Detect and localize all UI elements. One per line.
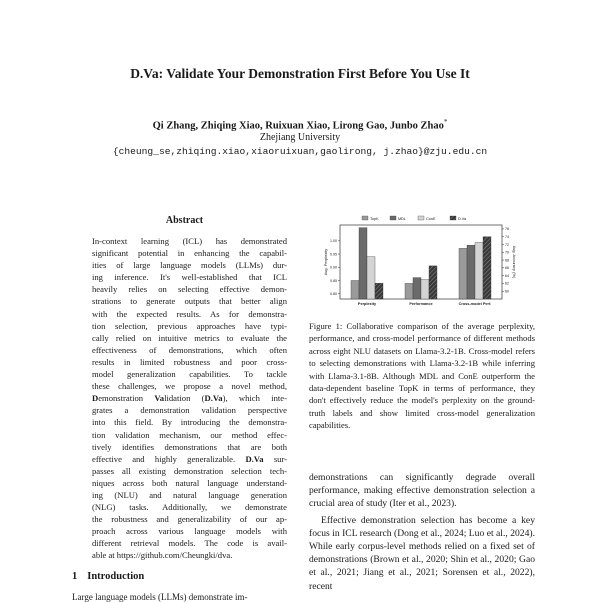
legend-label: TopK bbox=[370, 217, 379, 221]
affiliation: Zhejiang University bbox=[259, 132, 341, 143]
abstract-line: proach across various language models with bbox=[92, 526, 287, 537]
y-axis-label-right: Avg. Accuracy (%) bbox=[512, 245, 517, 279]
abstract-line: ing (NLU) and natural language generation bbox=[92, 489, 287, 500]
bar bbox=[367, 257, 375, 299]
bar bbox=[405, 283, 413, 299]
section-title: Introduction bbox=[87, 571, 145, 582]
right-tick-label: 62 bbox=[505, 281, 509, 286]
abstract-line: (NLG) tasks. Additionally, we demonstrate bbox=[92, 502, 287, 513]
abstract-line: cally relied on intuitive metrics to evaluate the bbox=[92, 332, 287, 343]
bar bbox=[429, 266, 437, 299]
bar bbox=[467, 245, 475, 299]
paper-title: D.Va: Validate Your Demonstration First Before You Use It bbox=[130, 66, 470, 81]
abstract-line: tively identifies demonstrations that are both bbox=[92, 441, 287, 452]
bar bbox=[375, 283, 383, 299]
abstract-line: effectiveness of demonstrations, which often bbox=[92, 344, 287, 355]
bar bbox=[351, 281, 359, 300]
category-label: Cross-model Perf. bbox=[458, 302, 492, 306]
abstract-line: passes all existing demonstration selection tech- bbox=[92, 465, 287, 476]
legend-swatch bbox=[390, 216, 396, 220]
paragraph: demonstrations can significantly degrade overall performance, making effective demonstration selection a crucial area of study (Iter et al., 2023). bbox=[309, 472, 535, 510]
legend-swatch bbox=[450, 216, 456, 220]
figure-caption: Figure 1: Collaborative comparison of the average perplexity, performance, and cross-model performance of different methods across eight NLU datasets on Llama-3.2-1B. Cross-model refers to selecting demonstrations with Llama-3.2-1B while inferring with Llama-3.1-8B. Although MDL and ConE outperform the data-dependent baseline TopK in terms of performance, they don't effectively reduce the model's perplexity on the ground-truth labels and show limited cross-model generalization capabilities. bbox=[309, 321, 535, 431]
bar bbox=[413, 278, 421, 299]
legend-label: MDL bbox=[398, 217, 407, 221]
abstract-line: niques across both natural language understand- bbox=[92, 477, 287, 488]
right-tick-label: 64 bbox=[505, 273, 509, 278]
category-label: Performance bbox=[409, 302, 433, 306]
left-tick-label: 0.95 bbox=[330, 252, 337, 257]
right-tick-label: 72 bbox=[505, 242, 509, 247]
legend-swatch bbox=[418, 216, 424, 220]
category-label: Perplexity bbox=[357, 302, 377, 306]
bar bbox=[459, 248, 467, 299]
author-footnote-mark: * bbox=[443, 118, 448, 126]
paragraph: Effective demonstration selection has become a key focus in ICL research (Dong et al., 2024; Luo et al., 2024). While early corpus-level methods relied on a fixed set of demonstrations (Brown et al., 2020; Shin et al., 2020; Gao et al., 2021; Jiang et al., 2021; Sorensen et al., 2022), recent bbox=[309, 514, 535, 592]
bar bbox=[483, 237, 491, 299]
section-heading bbox=[72, 571, 144, 582]
right-column-text bbox=[309, 471, 535, 593]
abstract-line: tion selection, previous approaches have typi- bbox=[92, 320, 287, 331]
abstract-line: able at https://github.com/Cheungki/dva. bbox=[92, 550, 233, 561]
legend-swatch bbox=[362, 216, 368, 220]
abstract-line: ities of large language models (LLMs) dur- bbox=[92, 260, 287, 271]
left-tick-label: 0.80 bbox=[330, 292, 337, 297]
bar bbox=[475, 243, 483, 299]
abstract-body bbox=[92, 235, 287, 562]
right-tick-label: 74 bbox=[505, 234, 509, 239]
abstract-line: heavily relies on selecting effective demon- bbox=[92, 284, 287, 295]
abstract-line: different retrieval models. The code is avail- bbox=[92, 538, 287, 549]
author-names: Qi Zhang, Zhiqing Xiao, Ruixuan Xiao, Lirong Gao, Junbo Zhao bbox=[152, 120, 444, 132]
abstract-line: effective and highly generalizable. D.Va sur- bbox=[92, 453, 288, 464]
bar bbox=[359, 228, 367, 299]
intro-first-line: Large language models (LLMs) demonstrate im- bbox=[72, 592, 248, 602]
abstract-line: model generalization capabilities. To tackle bbox=[92, 369, 287, 380]
abstract-line: Demonstration Validation (D.Va), which inte- bbox=[92, 393, 287, 404]
left-tick-label: 0.90 bbox=[330, 265, 337, 270]
right-tick-label: 70 bbox=[505, 250, 509, 255]
bar bbox=[421, 280, 429, 299]
abstract-line: ing inference. It's well-established that ICL bbox=[92, 272, 287, 283]
left-tick-label: 0.85 bbox=[330, 278, 337, 283]
right-tick-label: 60 bbox=[505, 289, 509, 294]
abstract-line: into this field. By introducing the demonstra- bbox=[92, 417, 287, 428]
abstract-heading: Abstract bbox=[165, 215, 204, 226]
abstract-line: strations to generate outputs that better align bbox=[92, 296, 287, 307]
y-axis-label-left: Avg. Perplexity bbox=[323, 248, 328, 276]
legend-label: ConE bbox=[426, 217, 436, 221]
abstract-line: the robustness and generalizability of our ap- bbox=[92, 514, 287, 525]
right-tick-label: 76 bbox=[505, 227, 509, 232]
legend-label: D.Va bbox=[458, 217, 467, 221]
abstract-line: tion validation mechanism, our method effec- bbox=[92, 429, 287, 440]
abstract-line: results in limited robustness and poor cross- bbox=[92, 356, 287, 367]
right-tick-label: 66 bbox=[505, 266, 509, 271]
abstract-line: significant potential in enhancing the capabil- bbox=[92, 248, 287, 259]
abstract-line: In-context learning (ICL) has demonstrated bbox=[92, 236, 287, 246]
right-tick-label: 68 bbox=[505, 258, 509, 263]
author-list bbox=[0, 118, 600, 132]
abstract-line: with the expected results. As for demonstra- bbox=[92, 308, 287, 319]
section-number: 1 bbox=[72, 571, 78, 582]
figure-1-chart bbox=[318, 211, 518, 315]
left-tick-label: 1.00 bbox=[330, 239, 337, 244]
abstract-line: these challenges, we propose a novel method, bbox=[92, 381, 287, 392]
abstract-line: grates a demonstration validation perspective bbox=[92, 405, 287, 416]
author-emails: {cheung_se,zhiqing.xiao,xiaoruixuan,gaolirong, j.zhao}@zju.edu.cn bbox=[112, 146, 488, 157]
